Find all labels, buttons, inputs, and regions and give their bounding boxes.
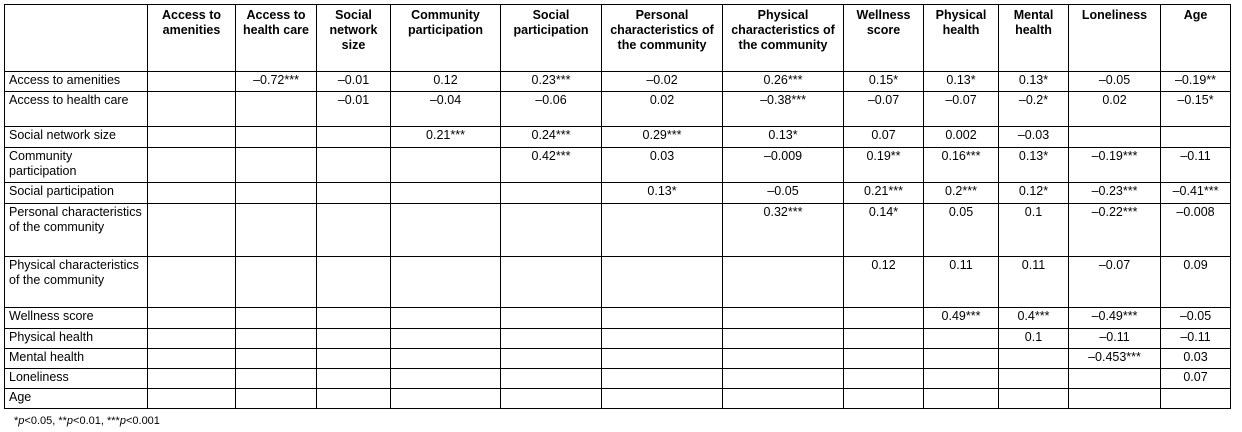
table-cell	[999, 349, 1069, 369]
table-cell	[391, 308, 501, 329]
table-cell	[236, 308, 317, 329]
table-cell	[924, 369, 999, 389]
corner-cell	[5, 5, 148, 72]
table-cell	[602, 349, 723, 369]
table-cell	[391, 369, 501, 389]
table-cell: 0.13*	[999, 72, 1069, 92]
table-cell	[148, 349, 236, 369]
table-cell	[148, 72, 236, 92]
table-cell: 0.03	[602, 148, 723, 183]
table-cell: 0.26***	[723, 72, 844, 92]
table-cell: 0.13*	[602, 183, 723, 204]
table-cell	[391, 204, 501, 257]
table-row	[5, 204, 1231, 257]
row-header: Physical characteristics of the community	[5, 257, 148, 308]
table-row	[5, 92, 1231, 127]
table-cell: 0.16***	[924, 148, 999, 183]
table-cell: 0.14*	[844, 204, 924, 257]
row-header: Access to health care	[5, 92, 148, 127]
table-cell	[501, 389, 602, 409]
table-cell	[148, 257, 236, 308]
table-cell: 0.11	[924, 257, 999, 308]
column-header: Mental health	[999, 5, 1069, 72]
table-cell	[602, 204, 723, 257]
table-cell	[317, 257, 391, 308]
table-cell	[236, 92, 317, 127]
table-cell	[391, 183, 501, 204]
table-cell	[501, 183, 602, 204]
table-cell	[317, 349, 391, 369]
column-header: Physical health	[924, 5, 999, 72]
table-cell: –0.2*	[999, 92, 1069, 127]
table-cell: –0.009	[723, 148, 844, 183]
table-cell: –0.05	[1161, 308, 1231, 329]
table-cell: –0.22***	[1069, 204, 1161, 257]
table-row	[5, 349, 1231, 369]
table-cell: –0.23***	[1069, 183, 1161, 204]
table-cell	[844, 329, 924, 349]
row-header: Loneliness	[5, 369, 148, 389]
table-cell	[723, 389, 844, 409]
table-cell	[148, 204, 236, 257]
table-cell	[148, 183, 236, 204]
table-cell: 0.02	[1069, 92, 1161, 127]
column-header: Social network size	[317, 5, 391, 72]
table-cell	[236, 127, 317, 148]
table-cell	[924, 329, 999, 349]
table-cell: 0.42***	[501, 148, 602, 183]
table-cell: 0.49***	[924, 308, 999, 329]
table-cell	[602, 329, 723, 349]
table-cell	[501, 349, 602, 369]
table-cell	[602, 369, 723, 389]
table-cell: 0.32***	[723, 204, 844, 257]
table-cell: –0.11	[1161, 329, 1231, 349]
table-cell	[924, 349, 999, 369]
table-cell	[501, 257, 602, 308]
table-cell	[1069, 127, 1161, 148]
table-cell: –0.07	[844, 92, 924, 127]
table-cell	[148, 148, 236, 183]
table-cell: 0.12	[391, 72, 501, 92]
table-cell: –0.01	[317, 72, 391, 92]
table-cell: –0.72***	[236, 72, 317, 92]
table-cell	[148, 369, 236, 389]
table-cell: 0.21***	[391, 127, 501, 148]
table-cell: –0.15*	[1161, 92, 1231, 127]
table-cell: 0.12*	[999, 183, 1069, 204]
table-cell	[317, 389, 391, 409]
table-row	[5, 369, 1231, 389]
table-row	[5, 72, 1231, 92]
table-cell: –0.04	[391, 92, 501, 127]
table-cell	[148, 329, 236, 349]
table-cell	[924, 389, 999, 409]
table-cell	[1069, 389, 1161, 409]
table-cell	[999, 389, 1069, 409]
column-header: Physical characteristics of the community	[723, 5, 844, 72]
table-cell: –0.05	[1069, 72, 1161, 92]
table-cell	[1069, 369, 1161, 389]
table-cell: –0.01	[317, 92, 391, 127]
table-cell	[391, 349, 501, 369]
table-cell	[236, 349, 317, 369]
table-cell	[602, 389, 723, 409]
table-cell	[1161, 389, 1231, 409]
table-cell	[236, 329, 317, 349]
table-cell: 0.02	[602, 92, 723, 127]
table-cell	[236, 389, 317, 409]
table-cell: –0.02	[602, 72, 723, 92]
table-cell	[723, 369, 844, 389]
table-cell: 0.1	[999, 329, 1069, 349]
table-cell	[317, 369, 391, 389]
table-row	[5, 329, 1231, 349]
table-cell: 0.13*	[723, 127, 844, 148]
table-cell	[501, 308, 602, 329]
column-header: Social participation	[501, 5, 602, 72]
table-cell	[602, 257, 723, 308]
table-cell: –0.19**	[1161, 72, 1231, 92]
table-cell	[723, 329, 844, 349]
table-cell: –0.008	[1161, 204, 1231, 257]
table-body	[5, 72, 1231, 409]
header-row	[5, 5, 1231, 72]
table-cell: –0.19***	[1069, 148, 1161, 183]
table-cell	[391, 329, 501, 349]
table-cell: 0.03	[1161, 349, 1231, 369]
table-cell: 0.1	[999, 204, 1069, 257]
table-cell: 0.21***	[844, 183, 924, 204]
table-cell	[602, 308, 723, 329]
column-header: Loneliness	[1069, 5, 1161, 72]
table-cell	[844, 349, 924, 369]
row-header: Mental health	[5, 349, 148, 369]
table-cell	[148, 308, 236, 329]
table-cell	[236, 183, 317, 204]
table-cell: –0.07	[1069, 257, 1161, 308]
table-cell: 0.09	[1161, 257, 1231, 308]
correlation-table	[4, 4, 1231, 409]
table-cell: –0.11	[1161, 148, 1231, 183]
table-cell	[148, 92, 236, 127]
table-cell: 0.2***	[924, 183, 999, 204]
table-row	[5, 127, 1231, 148]
table-cell: 0.12	[844, 257, 924, 308]
table-cell: 0.002	[924, 127, 999, 148]
table-cell: –0.41***	[1161, 183, 1231, 204]
table-row	[5, 183, 1231, 204]
column-header: Wellness score	[844, 5, 924, 72]
table-cell	[844, 389, 924, 409]
table-cell	[317, 204, 391, 257]
table-cell: 0.11	[999, 257, 1069, 308]
row-header: Access to amenities	[5, 72, 148, 92]
table-cell	[391, 389, 501, 409]
table-cell: 0.24***	[501, 127, 602, 148]
column-header: Age	[1161, 5, 1231, 72]
table-cell	[501, 329, 602, 349]
table-cell	[236, 369, 317, 389]
table-cell	[723, 349, 844, 369]
table-cell: –0.38***	[723, 92, 844, 127]
row-header: Physical health	[5, 329, 148, 349]
table-cell	[391, 257, 501, 308]
table-cell: –0.05	[723, 183, 844, 204]
column-header: Access to amenities	[148, 5, 236, 72]
table-cell	[844, 369, 924, 389]
row-header: Personal characteristics of the community	[5, 204, 148, 257]
significance-footnote: *p<0.05, **p<0.01, ***p<0.001	[14, 415, 160, 427]
row-header: Social participation	[5, 183, 148, 204]
table-cell	[501, 369, 602, 389]
table-cell	[501, 204, 602, 257]
table-cell	[844, 308, 924, 329]
table-cell: 0.19**	[844, 148, 924, 183]
table-cell	[317, 148, 391, 183]
table-cell: –0.453***	[1069, 349, 1161, 369]
table-cell	[148, 127, 236, 148]
table-cell: –0.03	[999, 127, 1069, 148]
table-cell: 0.13*	[999, 148, 1069, 183]
table-cell: 0.07	[844, 127, 924, 148]
table-cell	[236, 204, 317, 257]
table-row	[5, 389, 1231, 409]
table-cell	[317, 127, 391, 148]
table-cell: 0.23***	[501, 72, 602, 92]
table-cell: –0.06	[501, 92, 602, 127]
column-header: Access to health care	[236, 5, 317, 72]
table-cell	[148, 389, 236, 409]
table-row	[5, 308, 1231, 329]
table-cell	[317, 308, 391, 329]
row-header: Wellness score	[5, 308, 148, 329]
table-cell: 0.05	[924, 204, 999, 257]
row-header: Community participation	[5, 148, 148, 183]
table-cell: 0.07	[1161, 369, 1231, 389]
column-header: Personal characteristics of the community	[602, 5, 723, 72]
table-cell: 0.15*	[844, 72, 924, 92]
table-cell	[723, 308, 844, 329]
table-cell	[317, 183, 391, 204]
row-header: Social network size	[5, 127, 148, 148]
table-cell: 0.13*	[924, 72, 999, 92]
table-cell	[999, 369, 1069, 389]
table-cell: 0.29***	[602, 127, 723, 148]
table-cell	[236, 148, 317, 183]
table-cell: –0.07	[924, 92, 999, 127]
column-header: Community participation	[391, 5, 501, 72]
table-cell	[1161, 127, 1231, 148]
table-cell	[723, 257, 844, 308]
table-cell: 0.4***	[999, 308, 1069, 329]
table-cell	[236, 257, 317, 308]
table-cell	[391, 148, 501, 183]
table-cell	[317, 329, 391, 349]
table-row	[5, 148, 1231, 183]
table-row	[5, 257, 1231, 308]
row-header: Age	[5, 389, 148, 409]
table-cell: –0.11	[1069, 329, 1161, 349]
table-cell: –0.49***	[1069, 308, 1161, 329]
